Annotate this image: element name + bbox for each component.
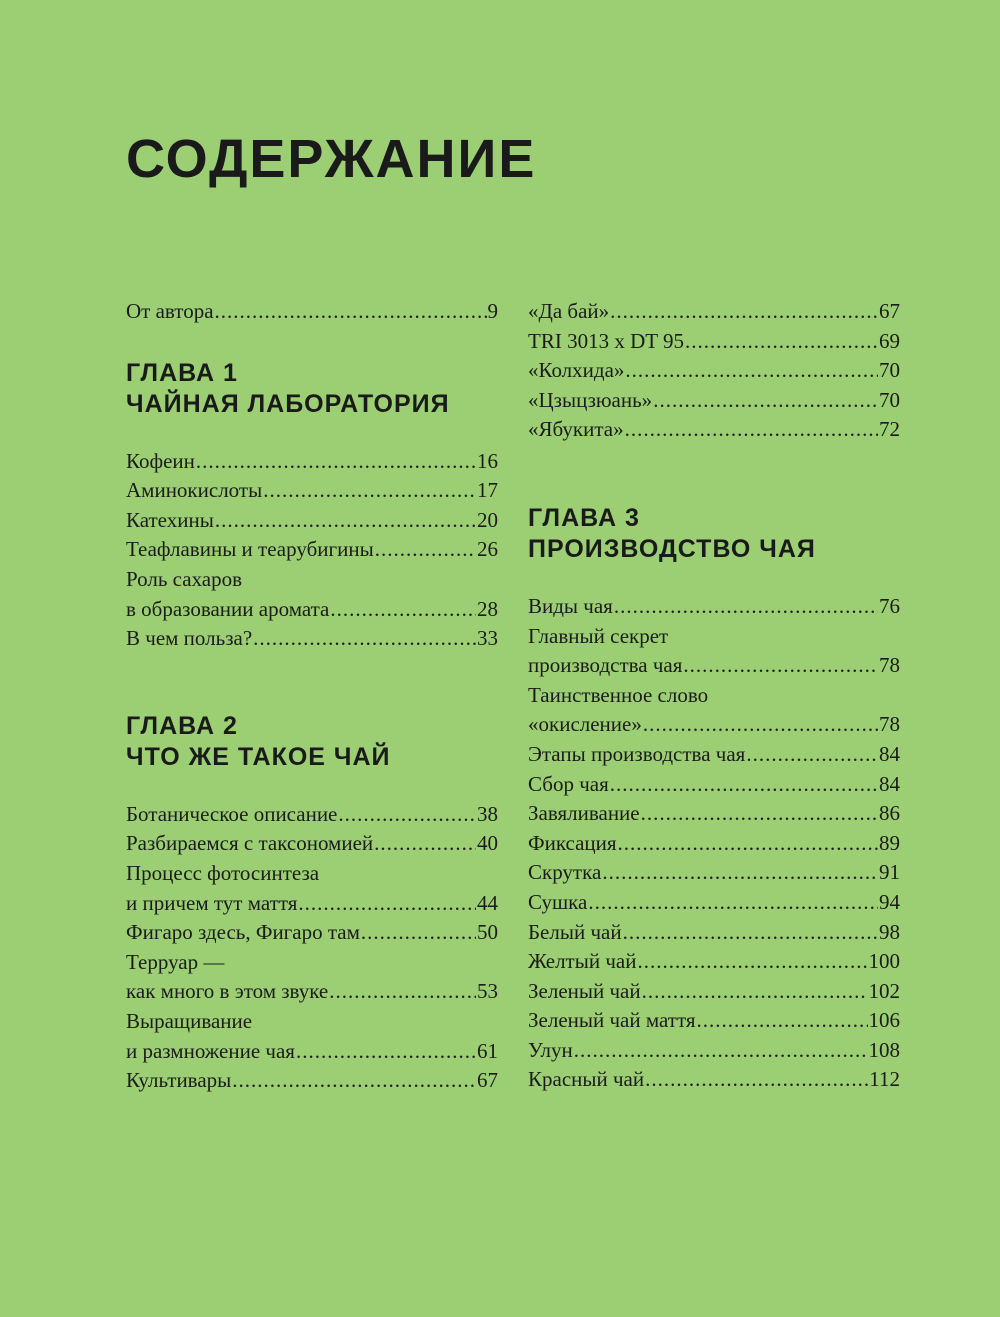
toc-entry-title: производства чая <box>528 653 683 678</box>
toc-entry-row <box>126 829 498 859</box>
toc-entry-row <box>126 447 498 477</box>
toc-entry-row <box>126 476 498 506</box>
toc-entry-row <box>528 740 900 770</box>
toc-entry[interactable] <box>126 535 498 565</box>
page-title: СОДЕРЖАНИЕ <box>126 129 537 189</box>
toc-entry-title: Желтый чай <box>528 949 637 974</box>
dot-leader <box>263 476 476 506</box>
toc-entry[interactable] <box>528 327 900 357</box>
dot-leader <box>296 1037 476 1067</box>
chapter-heading-3[interactable] <box>528 503 900 565</box>
toc-entry-row <box>528 592 900 622</box>
toc-entry-row <box>126 800 498 830</box>
toc-entry-page: 61 <box>477 1038 498 1063</box>
toc-entry-page: 44 <box>477 890 498 915</box>
toc-entry-title: TRI 3013 x DT 95 <box>528 328 684 353</box>
dot-leader <box>338 800 476 830</box>
toc-entry-row <box>126 1037 498 1067</box>
toc-entry-title: «окисление» <box>528 712 642 737</box>
toc-entry-row <box>126 535 498 565</box>
toc-entry-title: Культивары <box>126 1068 232 1093</box>
toc-entry[interactable] <box>528 297 900 327</box>
dot-leader <box>610 770 878 800</box>
toc-entry[interactable] <box>528 770 900 800</box>
toc-entry-title: «Цзыцзюань» <box>528 387 653 412</box>
toc-entry-row <box>528 799 900 829</box>
toc-entry-page: 50 <box>477 920 498 945</box>
toc-entry-title: как много в этом звуке <box>126 979 329 1004</box>
toc-entry-row <box>126 918 498 948</box>
toc-entry-page: 89 <box>879 830 900 855</box>
toc-entry[interactable] <box>528 622 900 681</box>
dot-leader <box>375 535 476 565</box>
toc-entry[interactable] <box>126 1007 498 1066</box>
toc-entry-page: 17 <box>477 478 498 503</box>
toc-entry-title: Кофеин <box>126 448 195 473</box>
chapter-name: ЧТО ЖЕ ТАКОЕ ЧАЙ <box>126 742 391 771</box>
chapter-name: ЧАЙНАЯ ЛАБОРАТОРИЯ <box>126 389 450 418</box>
toc-entry-row <box>126 889 498 919</box>
toc-entry-page: 9 <box>487 299 498 323</box>
dot-leader <box>746 740 878 770</box>
dot-leader <box>298 889 476 919</box>
toc-entry-title: Завяливание <box>528 801 640 826</box>
toc-entry-page: 28 <box>477 596 498 621</box>
toc-entry-page: 38 <box>477 801 498 826</box>
toc-entry[interactable] <box>528 918 900 948</box>
toc-entry-row <box>528 829 900 859</box>
toc-entry[interactable] <box>528 888 900 918</box>
toc-entry-row <box>528 918 900 948</box>
toc-entry-page: 98 <box>879 919 900 944</box>
dot-leader <box>588 888 878 918</box>
toc-entry-page: 70 <box>879 387 900 412</box>
toc-entry-title: Фигаро здесь, Фигаро там <box>126 920 360 945</box>
toc-entry-row <box>528 947 900 977</box>
chapter-2-entries-continued <box>528 297 900 445</box>
toc-entry-title: Улун <box>528 1037 573 1062</box>
toc-entry-row <box>528 327 900 357</box>
toc-entry[interactable] <box>528 858 900 888</box>
toc-entry-page: 84 <box>879 741 900 766</box>
chapter-3-entries <box>528 592 900 1095</box>
chapter-heading-1[interactable] <box>126 358 498 420</box>
dot-leader <box>330 595 476 625</box>
toc-entry[interactable] <box>528 415 900 445</box>
toc-column-right <box>528 297 900 1095</box>
toc-entry-title: Аминокислоты <box>126 478 263 503</box>
toc-entry-row <box>528 770 900 800</box>
toc-entry[interactable] <box>528 829 900 859</box>
toc-entry[interactable] <box>126 948 498 1007</box>
dot-leader <box>641 799 878 829</box>
toc-entry-title: Разбираемся с таксономией <box>126 831 374 856</box>
toc-entry-row <box>126 506 498 536</box>
toc-entry[interactable] <box>126 1066 498 1096</box>
dot-leader <box>625 415 878 445</box>
toc-entry-page: 86 <box>879 801 900 826</box>
dot-leader <box>623 918 878 948</box>
toc-entry-title: Виды чая <box>528 593 613 618</box>
toc-entry-title-line: Таинственное слово <box>528 682 709 707</box>
toc-entry-page: 40 <box>477 831 498 856</box>
toc-entry-title: Ботаническое описание <box>126 801 338 826</box>
dot-leader <box>610 297 878 327</box>
toc-entry[interactable] <box>528 977 900 1007</box>
toc-entry[interactable] <box>528 681 900 740</box>
dot-leader <box>253 624 476 654</box>
toc-entry-row <box>126 977 498 1007</box>
toc-entry-row <box>528 977 900 1007</box>
toc-entry[interactable] <box>126 918 498 948</box>
toc-entry-title-line: Терруар — <box>126 949 225 974</box>
dot-leader <box>574 1036 868 1066</box>
toc-entry[interactable] <box>528 592 900 622</box>
toc-entry-page: 91 <box>879 860 900 885</box>
toc-entry-page: 100 <box>868 949 900 974</box>
toc-entry-page: 112 <box>869 1067 900 1092</box>
dot-leader <box>329 977 476 1007</box>
dot-leader <box>614 592 878 622</box>
toc-entry-row <box>126 595 498 625</box>
toc-entry-title-line: Выращивание <box>126 1008 253 1033</box>
dot-leader <box>602 858 878 888</box>
toc-entry-page: 53 <box>477 979 498 1004</box>
toc-entry-title: «Ябукита» <box>528 417 624 442</box>
toc-entry-row <box>528 297 900 327</box>
dot-leader <box>618 829 878 859</box>
toc-entry-title: Зеленый чай <box>528 978 641 1003</box>
dot-leader <box>374 829 476 859</box>
toc-entry[interactable] <box>126 829 498 859</box>
toc-entry-page: 16 <box>477 448 498 473</box>
toc-entry[interactable] <box>126 859 498 918</box>
toc-entry[interactable] <box>126 624 498 654</box>
toc-entry[interactable] <box>528 799 900 829</box>
dot-leader <box>643 710 878 740</box>
toc-entry[interactable] <box>528 740 900 770</box>
toc-entry-row <box>528 356 900 386</box>
chapter-heading-2[interactable] <box>126 711 498 773</box>
chapter-label: ГЛАВА 1 <box>126 358 238 387</box>
toc-entry-title: Сушка <box>528 889 588 914</box>
toc-entry-title-line: Процесс фотосинтеза <box>126 860 320 885</box>
toc-entry-title: Фиксация <box>528 830 617 855</box>
toc-entry-title: «Да бай» <box>528 299 610 323</box>
toc-entry-page: 67 <box>879 299 900 323</box>
toc-entry[interactable] <box>528 947 900 977</box>
toc-entry[interactable] <box>528 1065 900 1095</box>
toc-entry-page: 78 <box>879 653 900 678</box>
dot-leader <box>645 1065 868 1095</box>
chapter-label: ГЛАВА 3 <box>528 503 640 532</box>
toc-entry-title-line: Главный секрет <box>528 623 669 648</box>
dot-leader <box>215 297 487 327</box>
toc-entry-title: и причем тут маття <box>126 890 298 915</box>
toc-entry-page: 78 <box>879 712 900 737</box>
toc-entry-title: в образовании аромата <box>126 596 330 621</box>
dot-leader <box>697 1006 868 1036</box>
dot-leader <box>196 447 476 477</box>
dot-leader <box>683 651 878 681</box>
dot-leader <box>361 918 476 948</box>
toc-entry-title: Белый чай <box>528 919 622 944</box>
dot-leader <box>642 977 868 1007</box>
toc-column-left <box>126 297 498 1096</box>
toc-entry-title: Сбор чая <box>528 771 609 796</box>
toc-entry-title: От автора <box>126 299 214 323</box>
toc-entry-page: 102 <box>868 978 900 1003</box>
toc-entry-page: 84 <box>879 771 900 796</box>
toc-entry-row <box>528 888 900 918</box>
toc-entry-row <box>528 1036 900 1066</box>
toc-entry-page: 76 <box>879 593 900 618</box>
toc-entry[interactable] <box>528 1036 900 1066</box>
toc-entry-page: 108 <box>868 1037 900 1062</box>
toc-entry-page: 94 <box>879 889 900 914</box>
toc-entry[interactable] <box>528 386 900 416</box>
toc-entry-row <box>528 1065 900 1095</box>
chapter-name: ПРОИЗВОДСТВО ЧАЯ <box>528 534 816 563</box>
toc-entry[interactable] <box>528 1006 900 1036</box>
toc-entry-row <box>528 1006 900 1036</box>
toc-entry[interactable] <box>528 356 900 386</box>
dot-leader <box>653 386 878 416</box>
toc-entry[interactable] <box>126 447 498 477</box>
toc-entry-page: 26 <box>477 537 498 562</box>
toc-entry-preface[interactable] <box>126 297 498 327</box>
toc-entry-title: «Колхида» <box>528 358 625 383</box>
toc-entry-row <box>528 858 900 888</box>
dot-leader <box>685 327 878 357</box>
chapter-label: ГЛАВА 2 <box>126 711 238 740</box>
toc-entry-title: Катехины <box>126 507 214 532</box>
toc-entry-title: и размножение чая <box>126 1038 295 1063</box>
toc-entry-page: 70 <box>879 358 900 383</box>
toc-entry[interactable] <box>126 506 498 536</box>
chapter-2-entries <box>126 800 498 1096</box>
toc-entry-title: Зеленый чай маття <box>528 1008 696 1033</box>
toc-entry-row <box>528 415 900 445</box>
toc-entry-title-line: Роль сахаров <box>126 566 243 591</box>
toc-entry[interactable] <box>126 476 498 506</box>
toc-entry-page: 33 <box>477 626 498 651</box>
toc-entry-title: Красный чай <box>528 1067 645 1092</box>
chapter-1-entries <box>126 447 498 654</box>
toc-entry-page: 20 <box>477 507 498 532</box>
dot-leader <box>625 356 878 386</box>
toc-entry-row <box>528 651 900 681</box>
toc-entry-page: 67 <box>477 1068 498 1093</box>
toc-entry-row <box>126 1066 498 1096</box>
toc-entry-page: 69 <box>879 328 900 353</box>
toc-entry-page: 72 <box>879 417 900 442</box>
toc-entry[interactable] <box>126 565 498 624</box>
toc-entry-row <box>126 624 498 654</box>
toc-entry-row <box>528 710 900 740</box>
toc-entry[interactable] <box>126 800 498 830</box>
toc-entry-title: Скрутка <box>528 860 602 885</box>
toc-entry-title: Теафлавины и теарубигины <box>126 537 374 562</box>
toc-entry-row <box>528 386 900 416</box>
toc-entry-page: 106 <box>868 1008 900 1033</box>
toc-entry-title: Этапы производства чая <box>528 741 746 766</box>
dot-leader <box>637 947 867 977</box>
dot-leader <box>215 506 476 536</box>
dot-leader <box>232 1066 476 1096</box>
toc-entry-title: В чем польза? <box>126 626 253 651</box>
